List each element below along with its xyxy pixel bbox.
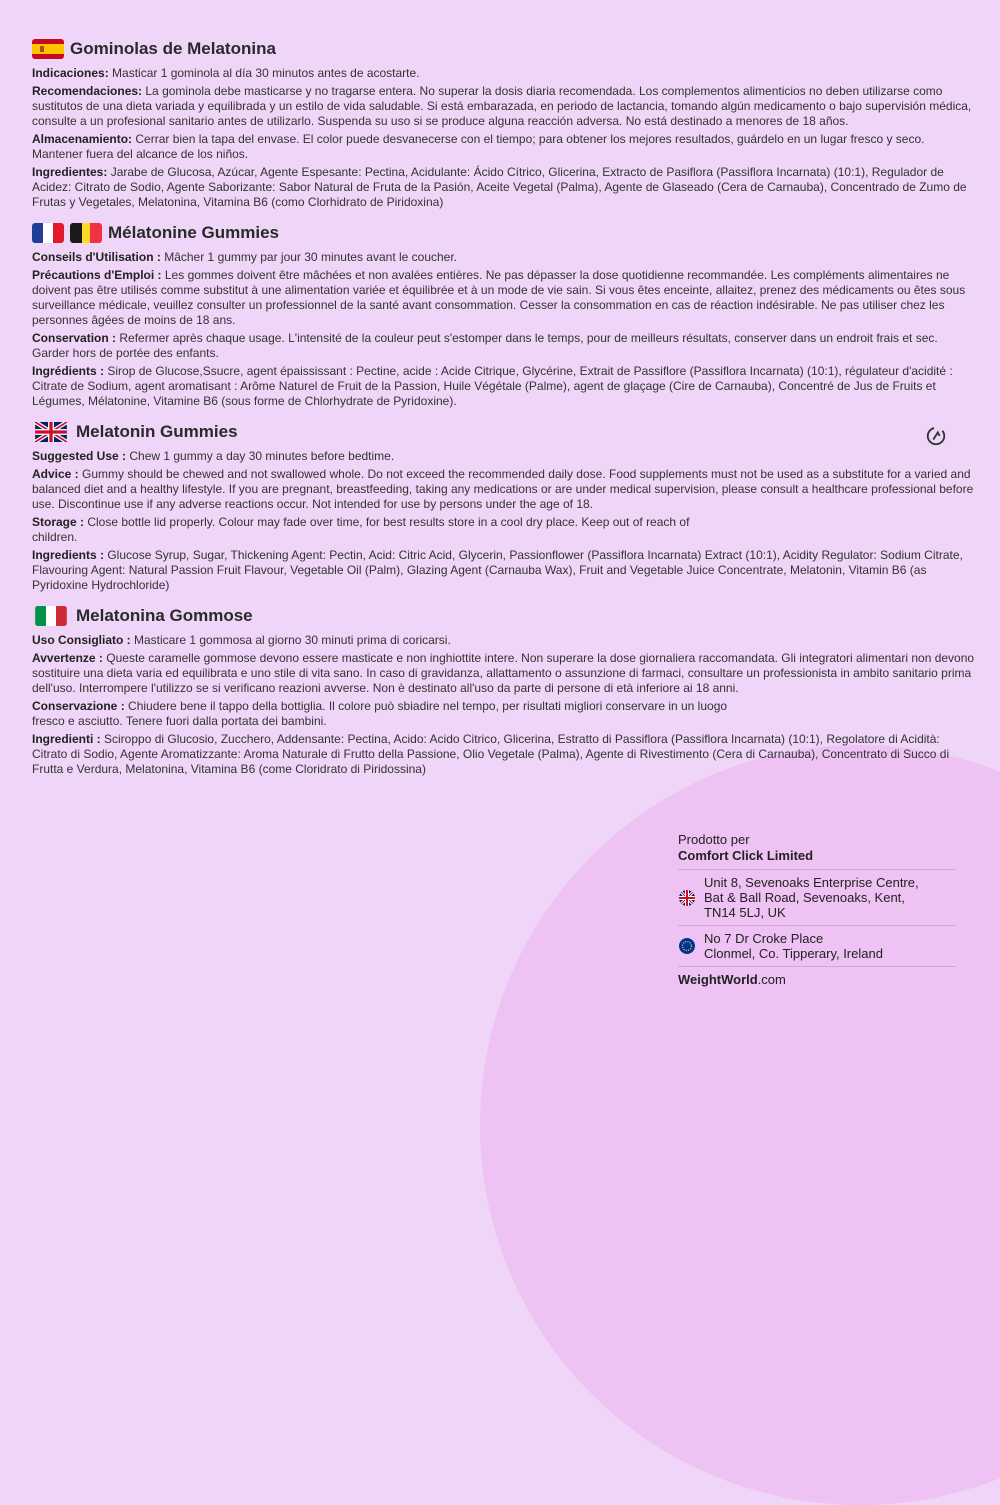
uk-flag-icon <box>32 422 70 442</box>
paragraph: Recomendaciones: La gominola debe masticarse y no tragarse entera. No superar la dosis diaria recomendada. Los complementos alimenticios no deben utilizarse como sustitutos de una dieta variada y equilibrada y un estilo de vida saludable. Si está embarazada, en periodo de lactancia, tomando algún medicamento o bajo supervisión médica, consulte a un profesional sanitario antes de utilizarlo. Suspenda su uso si se produce alguna reacción adversa. No está destinado a menores de 18 años. <box>32 84 972 128</box>
paragraph: Conservazione : Chiudere bene il tappo della bottiglia. Il colore può sbiadire nel tempo, per risultati migliori conservare in un luogo fresco e asciutto. Tenere fuori dalla portata dei bambini. <box>32 699 728 728</box>
section-spanish <box>32 36 977 210</box>
recycle-icon <box>925 425 947 447</box>
belgium-flag-icon <box>70 223 102 243</box>
uk-flag-icon <box>678 889 696 907</box>
section-title: Mélatonine Gummies <box>108 223 279 242</box>
france-flag-icon <box>32 223 64 243</box>
section-french <box>32 220 977 409</box>
paragraph: Ingredientes: Jarabe de Glucosa, Azúcar, Agente Espesante: Pectina, Acidulante: Ácido Cítrico, Glicerina, Extracto de Pasiflora (Passiflora Incarnata) (10:1), Regulador de Acidez: Citrato de Sodio, Agente Saborizante: Sabor Natural de Fruta de la Pasión, Aceite Vegetal (Palma), Agente de Glaseado (Cera de Carnauba), Concentrado de Zumo de Frutas y Vegetales, Melatonina, Vitamina B6 (como Clorhidrato de Piridoxina) <box>32 165 967 209</box>
spain-flag-icon <box>32 39 64 59</box>
paragraph: Ingredients : Glucose Syrup, Sugar, Thickening Agent: Pectin, Acid: Citric Acid, Glycerin, Passionflower (Passiflora Incarnata) Extract (10:1), Acidity Regulator: Sodium Citrate, Flavouring Agent: Natural Passion Fruit Flavour, Vegetable Oil (Palm), Glazing Agent (Carnauba Wax), Fruit and Vegetable Juice Concentrate, Melatonin, Vitamin B6 (as Pyridoxine Hydrochloride) <box>32 548 963 592</box>
section-header <box>32 603 977 629</box>
made-for-label: Prodotto per <box>678 832 750 847</box>
paragraph: Advice : Gummy should be chewed and not swallowed whole. Do not exceed the recommended daily dose. Food supplements must not be used as a substitute for a varied and balanced diet and a healthy lifestyle. If you are pregnant, breastfeeding, taking any medications or are under medical supervision, please consult a healthcare professional before use. Discontinue use if any adverse reactions occur. Not intended for use by persons under the age of 18. <box>32 467 974 511</box>
paragraph: Storage : Close bottle lid properly. Colour may fade over time, for best results store in a cool dry place. Keep out of reach of children. <box>32 515 690 544</box>
section-header <box>32 419 977 445</box>
manufacturer-info <box>678 832 956 987</box>
paragraph: Suggested Use : Chew 1 gummy a day 30 minutes before bedtime. <box>32 449 395 463</box>
paragraph: Conseils d'Utilisation : Mâcher 1 gummy par jour 30 minutes avant le coucher. <box>32 250 458 264</box>
section-header <box>32 36 977 62</box>
section-title: Gominolas de Melatonina <box>70 39 276 58</box>
paragraph: Ingrédients : Sirop de Glucose,Ssucre, agent épaississant : Pectine, acide : Acide Citrique, Glycérine, Extrait de Passiflore (Passiflora Incarnata) (10:1), régulateur d'acidité : Citrate de Sodium, agent aromatisant : Arôme Naturel de Fruit de la Passion, Huile Végétale (Palme), agent de glaçage (Cire de Carnauba), Concentré de Jus de Fruits et Légumes, Mélatonine, Vitamine B6 (sous forme de Chlorhydrate de Pyridoxine). <box>32 364 953 408</box>
website-link[interactable]: WeightWorld.com <box>678 966 956 987</box>
section-title: Melatonin Gummies <box>76 422 238 441</box>
uk-address: Unit 8, Sevenoaks Enterprise Centre, Bat & Ball Road, Sevenoaks, Kent, TN14 5LJ, UK <box>704 875 919 920</box>
section-italian <box>32 603 977 777</box>
eu-flag-icon <box>678 937 696 955</box>
paragraph: Précautions d'Emploi : Les gommes doivent être mâchées et non avalées entières. Ne pas dépasser la dose quotidienne recommandée. Les compléments alimentaires ne doivent pas être utilisés comme substitut à une alimentation variée et équilibrée et à un mode de vie sain. Si vous êtes enceinte, allaitez, prenez des médicaments ou êtes sous surveillance médicale, veuillez consulter un professionnel de la santé avant consommation. Cesser la consommation en cas de réaction indésirable. Ne pas utiliser chez les personnes âgées de moins de 18 ans. <box>32 268 966 327</box>
paragraph: Almacenamiento: Cerrar bien la tapa del envase. El color puede desvanecerse con el tiempo; para obtener los mejores resultados, guárdelo en un lugar fresco y seco. Mantener fuera del alcance de los niños. <box>32 132 925 161</box>
eu-address-row <box>678 925 956 966</box>
eu-address: No 7 Dr Croke Place Clonmel, Co. Tipperary, Ireland <box>704 931 883 961</box>
section-header <box>32 220 977 246</box>
paragraph: Avvertenze : Queste caramelle gommose devono essere masticate e non inghiottite intere. Non superare la dose giornaliera raccomandata. Gli integratori alimentari non devono sostituire una dieta varia ed equilibrata e uno stile di vita sano. In caso di gravidanza, allattamento o assunzione di farmaci, consultare un professionista in ambito sanitario prima dell'uso. Interrompere l'utilizzo se si verificano reazioni avverse. Non è destinato all'uso da parte di persone di età inferiore ai 18 anni. <box>32 651 975 695</box>
paragraph: Conservation : Refermer après chaque usage. L'intensité de la couleur peut s'estomper dans le temps, pour de meilleurs résultats, conserver dans un endroit frais et sec. Garder hors de portée des enfants. <box>32 331 938 360</box>
italy-flag-icon <box>32 606 70 626</box>
uk-address-row <box>678 869 956 925</box>
paragraph: Ingredienti : Sciroppo di Glucosio, Zucchero, Addensante: Pectina, Acido: Acido Citrico, Glicerina, Estratto di Passiflora (Passiflora Incarnata) (10:1), Regolatore di Acidità: Citrato di Sodio, Agente Aromatizzante: Aroma Naturale di Frutto della Passione, Olio Vegetale (Palma), Agente di Rivestimento (Cera di Carnauba), Concentrato di Succo di Frutta e Verdura, Melatonina, Vitamina B6 (come Cloridrato di Piridossina) <box>32 732 950 776</box>
paragraph: Uso Consigliato : Masticare 1 gommosa al giorno 30 minuti prima di coricarsi. <box>32 633 451 647</box>
section-english <box>32 419 977 593</box>
section-title: Melatonina Gommose <box>76 606 253 625</box>
paragraph: Indicaciones: Masticar 1 gominola al día 30 minutos antes de acostarte. <box>32 66 420 80</box>
company-name: Comfort Click Limited <box>678 848 814 863</box>
label-content <box>32 36 977 787</box>
